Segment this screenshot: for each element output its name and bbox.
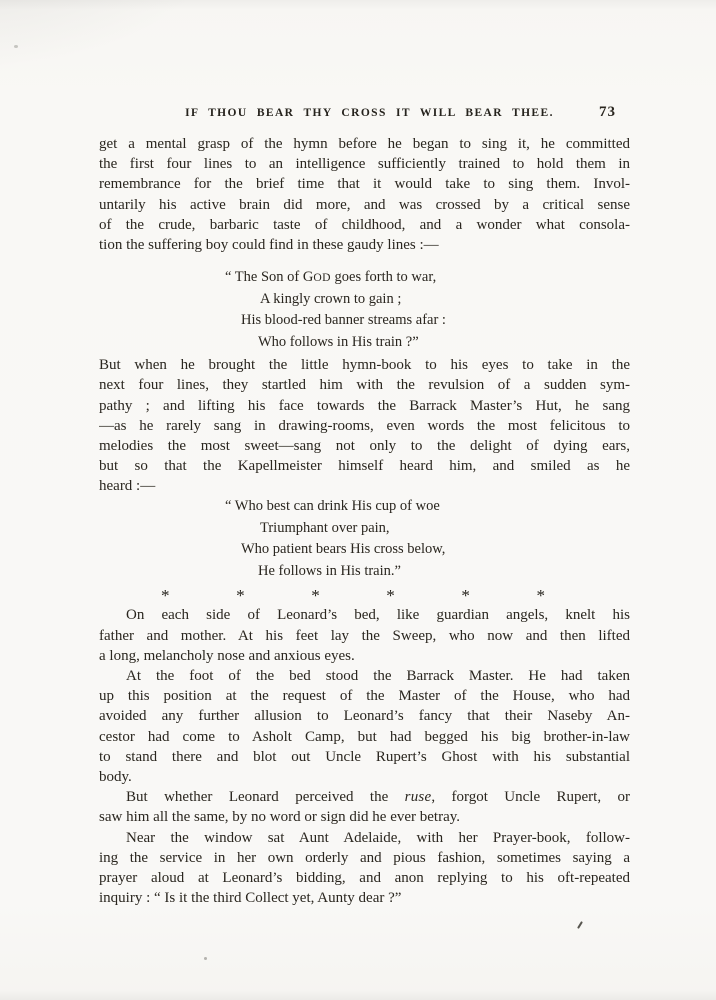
paragraph: [99, 666, 630, 787]
text-line: melodies the most sweet—sang not only to the delight of dying ears,: [99, 437, 630, 454]
asterisk-separator: [161, 586, 545, 606]
text-line: saw him all the same, by no word or sign did he ever betray.: [99, 809, 461, 826]
small-caps-text: OD: [313, 271, 331, 285]
text-line: the first four lines to an intelligence sufficiently trained to hold them in: [99, 156, 630, 173]
verse-line: He follows in His train.”: [258, 562, 401, 579]
text-line: tion the suffering boy could find in these gaudy lines :—: [99, 236, 439, 253]
asterisk-glyph: *: [461, 586, 470, 606]
verse-line: Triumphant over pain,: [260, 519, 390, 536]
verse-line: His blood-red banner streams afar :: [241, 312, 446, 329]
text-line: next four lines, they startled him with the revulsion of a sudden sym-: [99, 377, 630, 394]
text-line: to stand there and blot out Uncle Rupert’s Ghost with his substantial: [99, 748, 630, 765]
text-line: prayer aloud at Leonard’s bidding, and anon replying to his oft-repeated: [99, 869, 630, 886]
paragraph: [99, 355, 630, 496]
text-line: inquiry : “ Is it the third Collect yet, Aunty dear ?”: [99, 890, 402, 907]
asterisk-glyph: *: [311, 586, 320, 606]
text-line: But when he brought the little hymn-book to his eyes to take in the: [99, 357, 630, 374]
text-line: but so that the Kapellmeister himself heard him, and smiled as he: [99, 458, 630, 475]
asterisk-glyph: *: [236, 586, 245, 606]
text-line: On each side of Leonard’s bed, like guardian angels, knelt his: [126, 607, 630, 624]
page-body: [99, 134, 630, 908]
verse-line: Who patient bears His cross below,: [241, 541, 446, 558]
verse-line: Who follows in His train ?”: [258, 333, 419, 350]
text-line: ing the service in her own orderly and pious fashion, sometimes saying a: [99, 849, 630, 866]
verse-line: A kingly crown to gain ;: [260, 290, 402, 307]
verse-line: “ The Son of GOD goes forth to war,: [225, 269, 437, 286]
scan-scratch-mark: [577, 921, 583, 929]
scan-speck: [14, 45, 18, 48]
text-line: of the crude, barbaric taste of childhood, and a wonder what consola-: [99, 216, 630, 233]
text-line: remembrance for the brief time that it would take to sing them. Invol-: [99, 176, 630, 193]
verse-line: “ Who best can drink His cup of woe: [225, 498, 440, 515]
text-line: cestor had come to Asholt Camp, but had begged his big brother-in-law: [99, 728, 630, 745]
scan-speck: [204, 957, 207, 960]
text-line: Near the window sat Aunt Adelaide, with her Prayer-book, follow-: [126, 829, 630, 846]
text-line: But whether Leonard perceived the ruse, forgot Uncle Rupert, or: [126, 789, 630, 806]
text-line: up this position at the request of the Master of the House, who had: [99, 688, 630, 705]
text-line: At the foot of the bed stood the Barrack Master. He had taken: [126, 668, 630, 684]
paragraph: [99, 134, 630, 255]
verse-block: [99, 496, 630, 582]
asterisk-glyph: *: [161, 586, 170, 606]
text-line: father and mother. At his feet lay the Sweep, who now and then lifted: [99, 627, 630, 644]
asterisk-glyph: *: [536, 586, 545, 606]
verse-block: [99, 267, 630, 353]
text-line: get a mental grasp of the hymn before he began to sing it, he committed: [99, 136, 630, 152]
text-line: untarily his active brain did more, and was crossed by a critical sense: [99, 196, 630, 213]
text-line: body.: [99, 768, 132, 785]
text-line: —as he rarely sang in drawing-rooms, even words the most felicitous to: [99, 417, 630, 434]
page-number: 73: [599, 104, 616, 120]
text-line: avoided any further allusion to Leonard’s fancy that their Naseby An-: [99, 708, 630, 725]
page-column: [99, 0, 630, 908]
paragraph: [99, 605, 630, 666]
paragraph: [99, 828, 630, 909]
running-head-title: IF THOU BEAR THY CROSS IT WILL BEAR THEE.: [185, 107, 554, 119]
text-line: heard :—: [99, 478, 156, 495]
text-line: a long, melancholy nose and anxious eyes.: [99, 647, 355, 664]
paragraph: [99, 787, 630, 827]
asterisk-glyph: *: [386, 586, 395, 606]
text-line: pathy ; and lifting his face towards the Barrack Master’s Hut, he sang: [99, 397, 630, 414]
running-header: [99, 104, 630, 120]
